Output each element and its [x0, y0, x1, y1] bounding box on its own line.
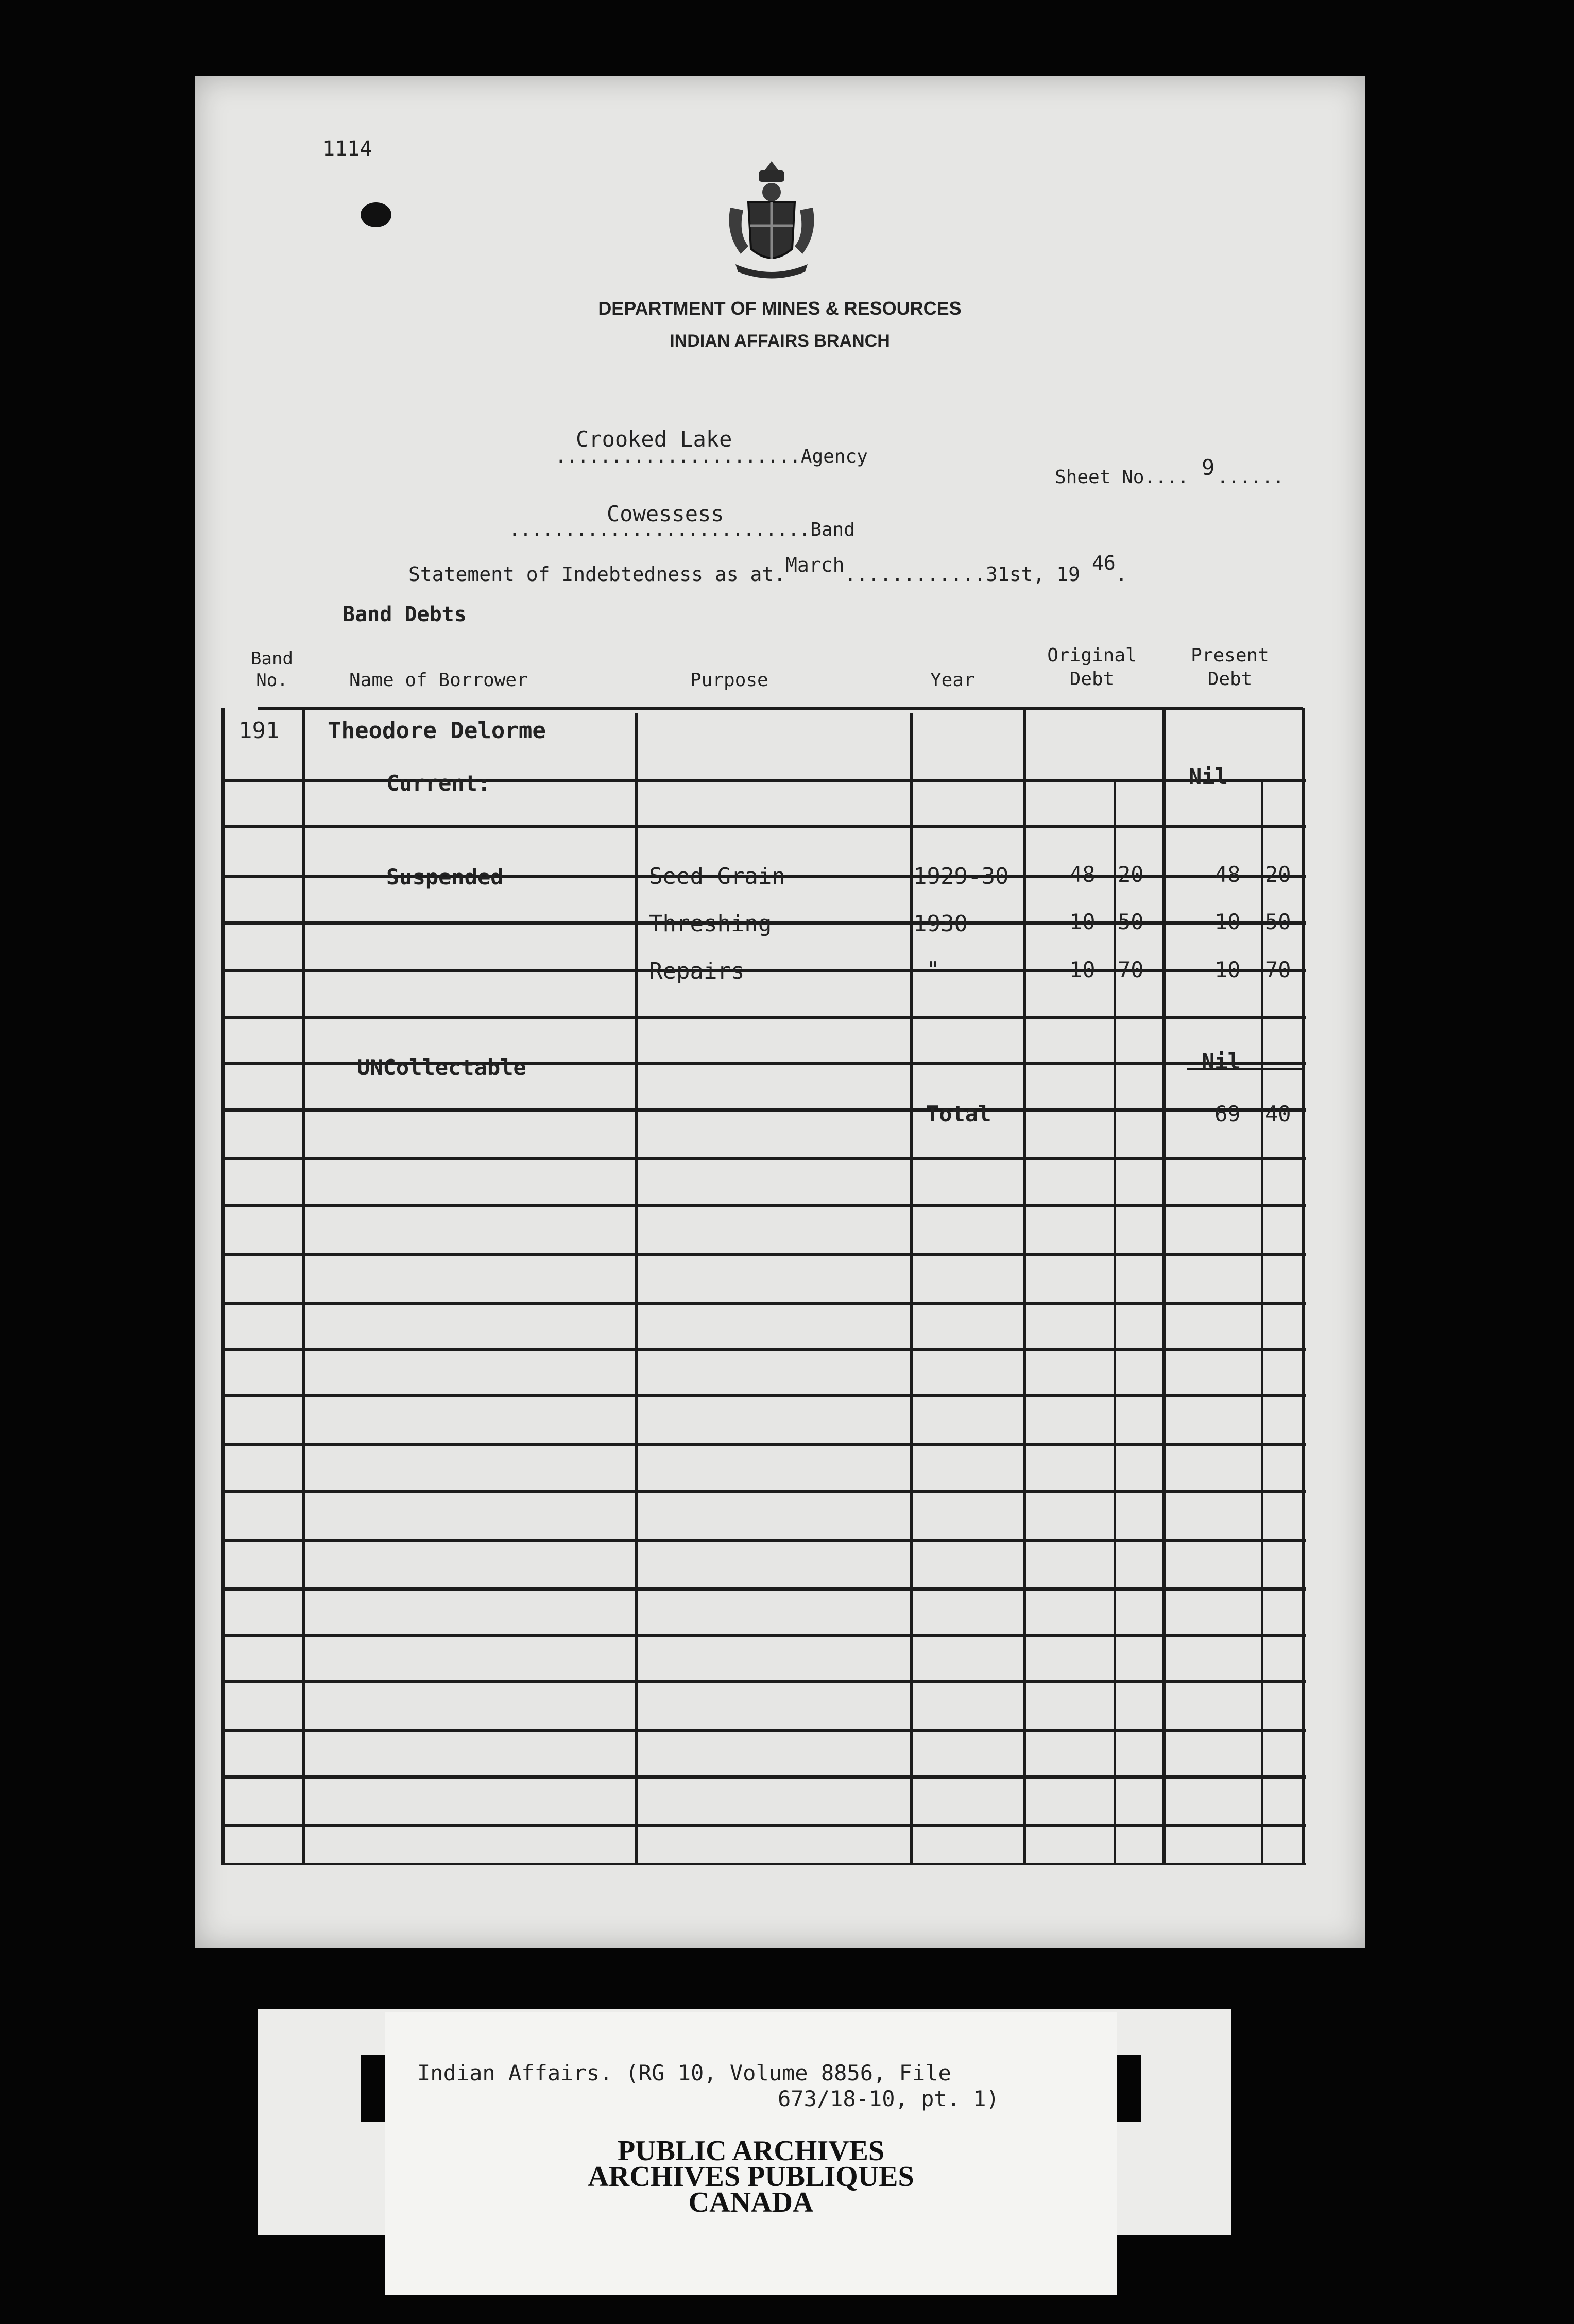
borrower-name: Theodore Delorme [328, 717, 546, 744]
entry-present-cents: 70 [1265, 957, 1291, 982]
punch-hole [361, 202, 391, 227]
statement-year: 46 [1091, 552, 1116, 574]
entry-original-dollars: 48 [1069, 862, 1096, 887]
stamp-line1: PUBLIC ARCHIVES [617, 2135, 885, 2167]
total-cents: 40 [1265, 1101, 1291, 1126]
entry-original-cents: 70 [1118, 957, 1144, 982]
header-present-debt [1163, 644, 1297, 691]
statement-line [408, 552, 1127, 586]
entry-present-dollars: 10 [1214, 957, 1241, 982]
entry-present-dollars: 48 [1214, 862, 1241, 887]
band-value: Cowessess [607, 501, 724, 526]
suspended-label: Suspended [386, 864, 504, 890]
statement-prefix: Statement of Indebtedness as at. [408, 563, 786, 586]
citation-line2: 673/18-10, pt. 1) [778, 2086, 999, 2111]
ledger-grid [221, 641, 1306, 1865]
borrower-band-no: 191 [238, 717, 280, 744]
header-original-line1: Original [1047, 645, 1137, 666]
header-band-no [241, 648, 303, 691]
statement-end: . [1115, 563, 1127, 586]
stamp-line3: CANADA [688, 2186, 814, 2218]
entry-purpose: Repairs [649, 958, 745, 984]
current-value: Nil [1189, 764, 1228, 789]
header-purpose: Purpose [690, 670, 768, 691]
entry-original-cents: 20 [1118, 862, 1144, 887]
label-notch-right [1117, 2055, 1141, 2122]
sheet-number: 9 [1202, 455, 1215, 480]
entry-original-dollars: 10 [1069, 957, 1096, 982]
header-name-of-borrower: Name of Borrower [349, 670, 528, 691]
branch-header: INDIAN AFFAIRS BRANCH [670, 331, 890, 351]
citation-line1: Indian Affairs. (RG 10, Volume 8856, File [417, 2060, 951, 2086]
total-label: Total [926, 1101, 991, 1126]
department-header: DEPARTMENT OF MINES & RESOURCES [598, 298, 962, 319]
entry-year: " [926, 957, 940, 983]
header-present-line2: Debt [1207, 669, 1253, 690]
header-band-no-line2: No. [256, 670, 288, 691]
header-original-line2: Debt [1069, 669, 1115, 690]
statement-mid: ............31st, 19 [844, 563, 1081, 586]
stamp-line2: ARCHIVES PUBLIQUES [588, 2161, 914, 2193]
entry-year: 1929-30 [913, 863, 1009, 890]
label-notch-left [361, 2055, 385, 2122]
entry-original-dollars: 10 [1069, 909, 1096, 934]
entry-present-dollars: 10 [1214, 909, 1241, 934]
agency-value: Crooked Lake [576, 426, 732, 452]
sheet-label: Sheet No.... [1055, 467, 1189, 488]
uncollectable-value: Nil [1202, 1049, 1241, 1074]
entry-original-cents: 50 [1118, 909, 1144, 934]
sheet-trail: ...... [1217, 467, 1285, 488]
page-mark: 1114 [322, 137, 372, 161]
header-year: Year [930, 670, 975, 691]
statement-month: March [785, 554, 845, 576]
band-label: ...........................Band [509, 519, 855, 540]
header-original-debt [1025, 644, 1159, 691]
current-label: Current: [386, 771, 491, 796]
entry-purpose: Threshing [649, 911, 772, 937]
entry-purpose: Seed Grain [649, 863, 785, 890]
section-title: Band Debts [343, 603, 467, 626]
header-band-no-line1: Band [251, 648, 293, 669]
document-sheet [195, 76, 1365, 1948]
header-present-line1: Present [1191, 645, 1269, 666]
entry-present-cents: 50 [1265, 909, 1291, 934]
total-dollars: 69 [1214, 1101, 1241, 1126]
coat-of-arms-icon [720, 161, 823, 280]
entry-year: 1930 [913, 911, 968, 937]
uncollectable-label: UNCollectable [357, 1055, 526, 1080]
agency-label: ......................Agency [555, 446, 868, 467]
entry-present-cents: 20 [1265, 862, 1291, 887]
